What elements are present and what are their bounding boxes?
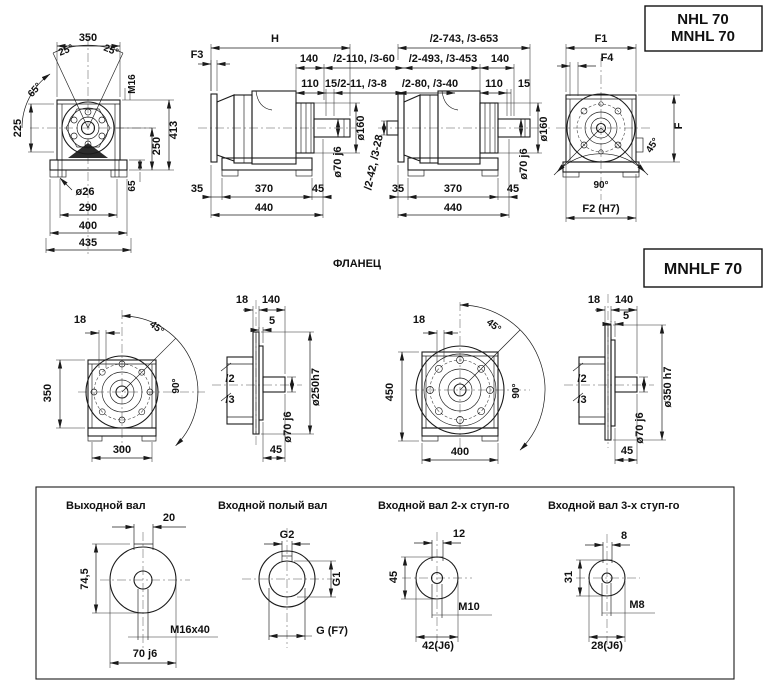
dim-F1: F1 xyxy=(594,33,608,45)
flange-section-label: ФЛАНЕЦ xyxy=(333,258,381,270)
dim-45-left: 45 xyxy=(311,183,325,195)
dim-F4: F4 xyxy=(600,52,614,64)
dim-140-left: 140 xyxy=(299,53,319,65)
label-ratio3-fsl: /3 xyxy=(577,394,587,406)
dim-45-fsl: 45 xyxy=(620,445,634,457)
front-view-drawing xyxy=(12,32,180,255)
label-ratio2-fss: /2 xyxy=(225,373,235,385)
dim-F3: F3 xyxy=(190,49,204,61)
dim-5-fsl: 5 xyxy=(622,310,630,322)
dim-d160-right: ø160 xyxy=(538,116,550,142)
input3-shaft-linework xyxy=(576,534,655,646)
input2-shaft-linework xyxy=(401,532,492,648)
dim-290: 290 xyxy=(78,202,98,214)
dim-140-fss: 140 xyxy=(261,294,281,306)
dim-400-ffl: 400 xyxy=(450,446,470,458)
flange-front-large-linework xyxy=(398,302,545,464)
dim-45-fss: 45 xyxy=(269,444,283,456)
label-ratio3-fss: /3 xyxy=(225,394,235,406)
model-name-1: NHL 70 xyxy=(677,11,729,28)
shaft-detail-panel xyxy=(36,487,734,679)
dim-140-fsl: 140 xyxy=(614,294,634,306)
angle-45-ffl: 45° xyxy=(484,317,503,336)
dim-350-ffs: 350 xyxy=(42,383,54,403)
angle-25-right: 25° xyxy=(101,42,121,59)
input2-shaft-title: Входной вал 2-х ступ-го xyxy=(378,500,510,512)
dim-18-fss: 18 xyxy=(235,294,249,306)
dim-5-fss: 5 xyxy=(268,315,276,327)
dim-d250h7: ø250h7 xyxy=(310,368,322,406)
dim-18-ffl: 18 xyxy=(412,314,426,326)
end-view-drawing xyxy=(554,33,685,222)
dim-G2-hollow: G2 xyxy=(279,529,295,541)
dim-80-40: /2-80, /3-40 xyxy=(401,78,459,90)
model-name-2: MNHL 70 xyxy=(671,28,735,45)
dim-31-input3: 31 xyxy=(563,570,575,584)
flange-side-large-drawing xyxy=(564,294,674,464)
dim-350-top: 350 xyxy=(78,32,98,44)
angle-45-ffs: 45° xyxy=(147,319,166,338)
angle-25-left: 25° xyxy=(56,42,76,59)
dim-370-left: 370 xyxy=(254,183,274,195)
dim-m8-input3: M8 xyxy=(629,599,645,611)
dim-F2-H7: F2 (H7) xyxy=(582,203,620,215)
flange-front-large-drawing xyxy=(384,302,545,464)
dim-110-60: /2-110, /3-60 xyxy=(333,53,395,65)
dim-42j6-input2: 42(J6) xyxy=(422,640,454,652)
dim-70j6-output: 70 j6 xyxy=(132,648,158,660)
dim-42-28: /2-42, /3-28 xyxy=(362,133,386,192)
dim-140-right: 140 xyxy=(490,53,510,65)
dim-18-fsl: 18 xyxy=(587,294,601,306)
dim-493-453: /2-493, /3-453 xyxy=(408,53,478,65)
angle-90-endview: 90° xyxy=(593,180,609,191)
dim-12-input2: 12 xyxy=(452,528,466,540)
dim-F: F xyxy=(673,122,685,130)
dim-m16x40-output: M16x40 xyxy=(170,624,210,636)
dim-440-left: 440 xyxy=(254,202,274,214)
model-box xyxy=(645,6,762,51)
angle-65: 65° xyxy=(25,81,45,100)
dim-300-ffs: 300 xyxy=(112,444,132,456)
angle-90-ffl: 90° xyxy=(511,383,522,399)
dim-d70-fss: ø70 j6 xyxy=(282,411,294,443)
dim-d160-left: ø160 xyxy=(355,115,367,141)
angle-45-endview: 45° xyxy=(644,136,662,155)
dim-28j6-input3: 28(J6) xyxy=(591,640,623,652)
dim-G1-hollow: G1 xyxy=(331,571,343,587)
dim-20-output: 20 xyxy=(162,512,176,524)
dim-m10-input2: M10 xyxy=(458,601,480,613)
hollow-input-shaft-detail xyxy=(218,500,348,648)
dim-d350h7: ø350 h7 xyxy=(662,366,674,408)
dim-d70-fsl: ø70 j6 xyxy=(634,412,646,444)
flange-model-box xyxy=(644,249,762,287)
dim-35-right: 35 xyxy=(391,183,405,195)
dim-743-653: /2-743, /3-653 xyxy=(429,33,499,45)
dim-400: 400 xyxy=(78,220,98,232)
output-shaft-linework xyxy=(92,524,218,668)
dim-d70-right: ø70 j6 xyxy=(518,148,530,180)
angle-90-ffs: 90° xyxy=(171,378,182,394)
dim-45-input2: 45 xyxy=(388,570,400,584)
dim-110-right: 110 xyxy=(485,78,503,90)
dim-15-left: 15 xyxy=(324,78,338,90)
dim-d26: ø26 xyxy=(75,186,95,198)
dim-65: 65 xyxy=(127,180,138,192)
dim-8-input3: 8 xyxy=(620,530,628,542)
flange-front-small-drawing xyxy=(42,310,205,462)
dim-250: 250 xyxy=(151,136,163,156)
dim-225: 225 xyxy=(12,118,24,138)
dim-18-ffs: 18 xyxy=(73,314,87,326)
dim-435: 435 xyxy=(78,237,98,249)
dim-35-left: 35 xyxy=(190,183,204,195)
dim-11-8: /2-11, /3-8 xyxy=(337,78,387,90)
input-2stage-shaft-detail xyxy=(378,500,510,652)
hollow-shaft-title: Входной полый вал xyxy=(218,500,328,512)
dim-m16: M16 xyxy=(127,74,138,94)
label-ratio2-fsl: /2 xyxy=(577,373,587,385)
dim-440-right: 440 xyxy=(443,202,463,214)
dim-413: 413 xyxy=(168,120,180,140)
output-shaft-detail xyxy=(66,500,218,668)
flange-side-small-drawing xyxy=(212,294,322,462)
dim-74-5-output: 74,5 xyxy=(79,568,91,590)
dim-H: H xyxy=(271,33,279,45)
input3-shaft-title: Входной вал 3-х ступ-го xyxy=(548,500,680,512)
flange-front-small-linework xyxy=(56,310,205,462)
dim-d70-left: ø70 j6 xyxy=(332,146,344,178)
dim-15-right: 15 xyxy=(517,78,531,90)
dim-G-F7-hollow: G (F7) xyxy=(316,625,348,637)
dim-370-right: 370 xyxy=(443,183,463,195)
dim-110-left: 110 xyxy=(301,78,319,90)
dim-450-ffl: 450 xyxy=(384,382,396,402)
flange-model-name: MNHLF 70 xyxy=(663,261,743,278)
end-view-linework xyxy=(554,44,680,222)
dim-45-right: 45 xyxy=(506,183,520,195)
input-3stage-shaft-detail xyxy=(548,500,680,652)
output-shaft-title: Выходной вал xyxy=(66,500,146,512)
